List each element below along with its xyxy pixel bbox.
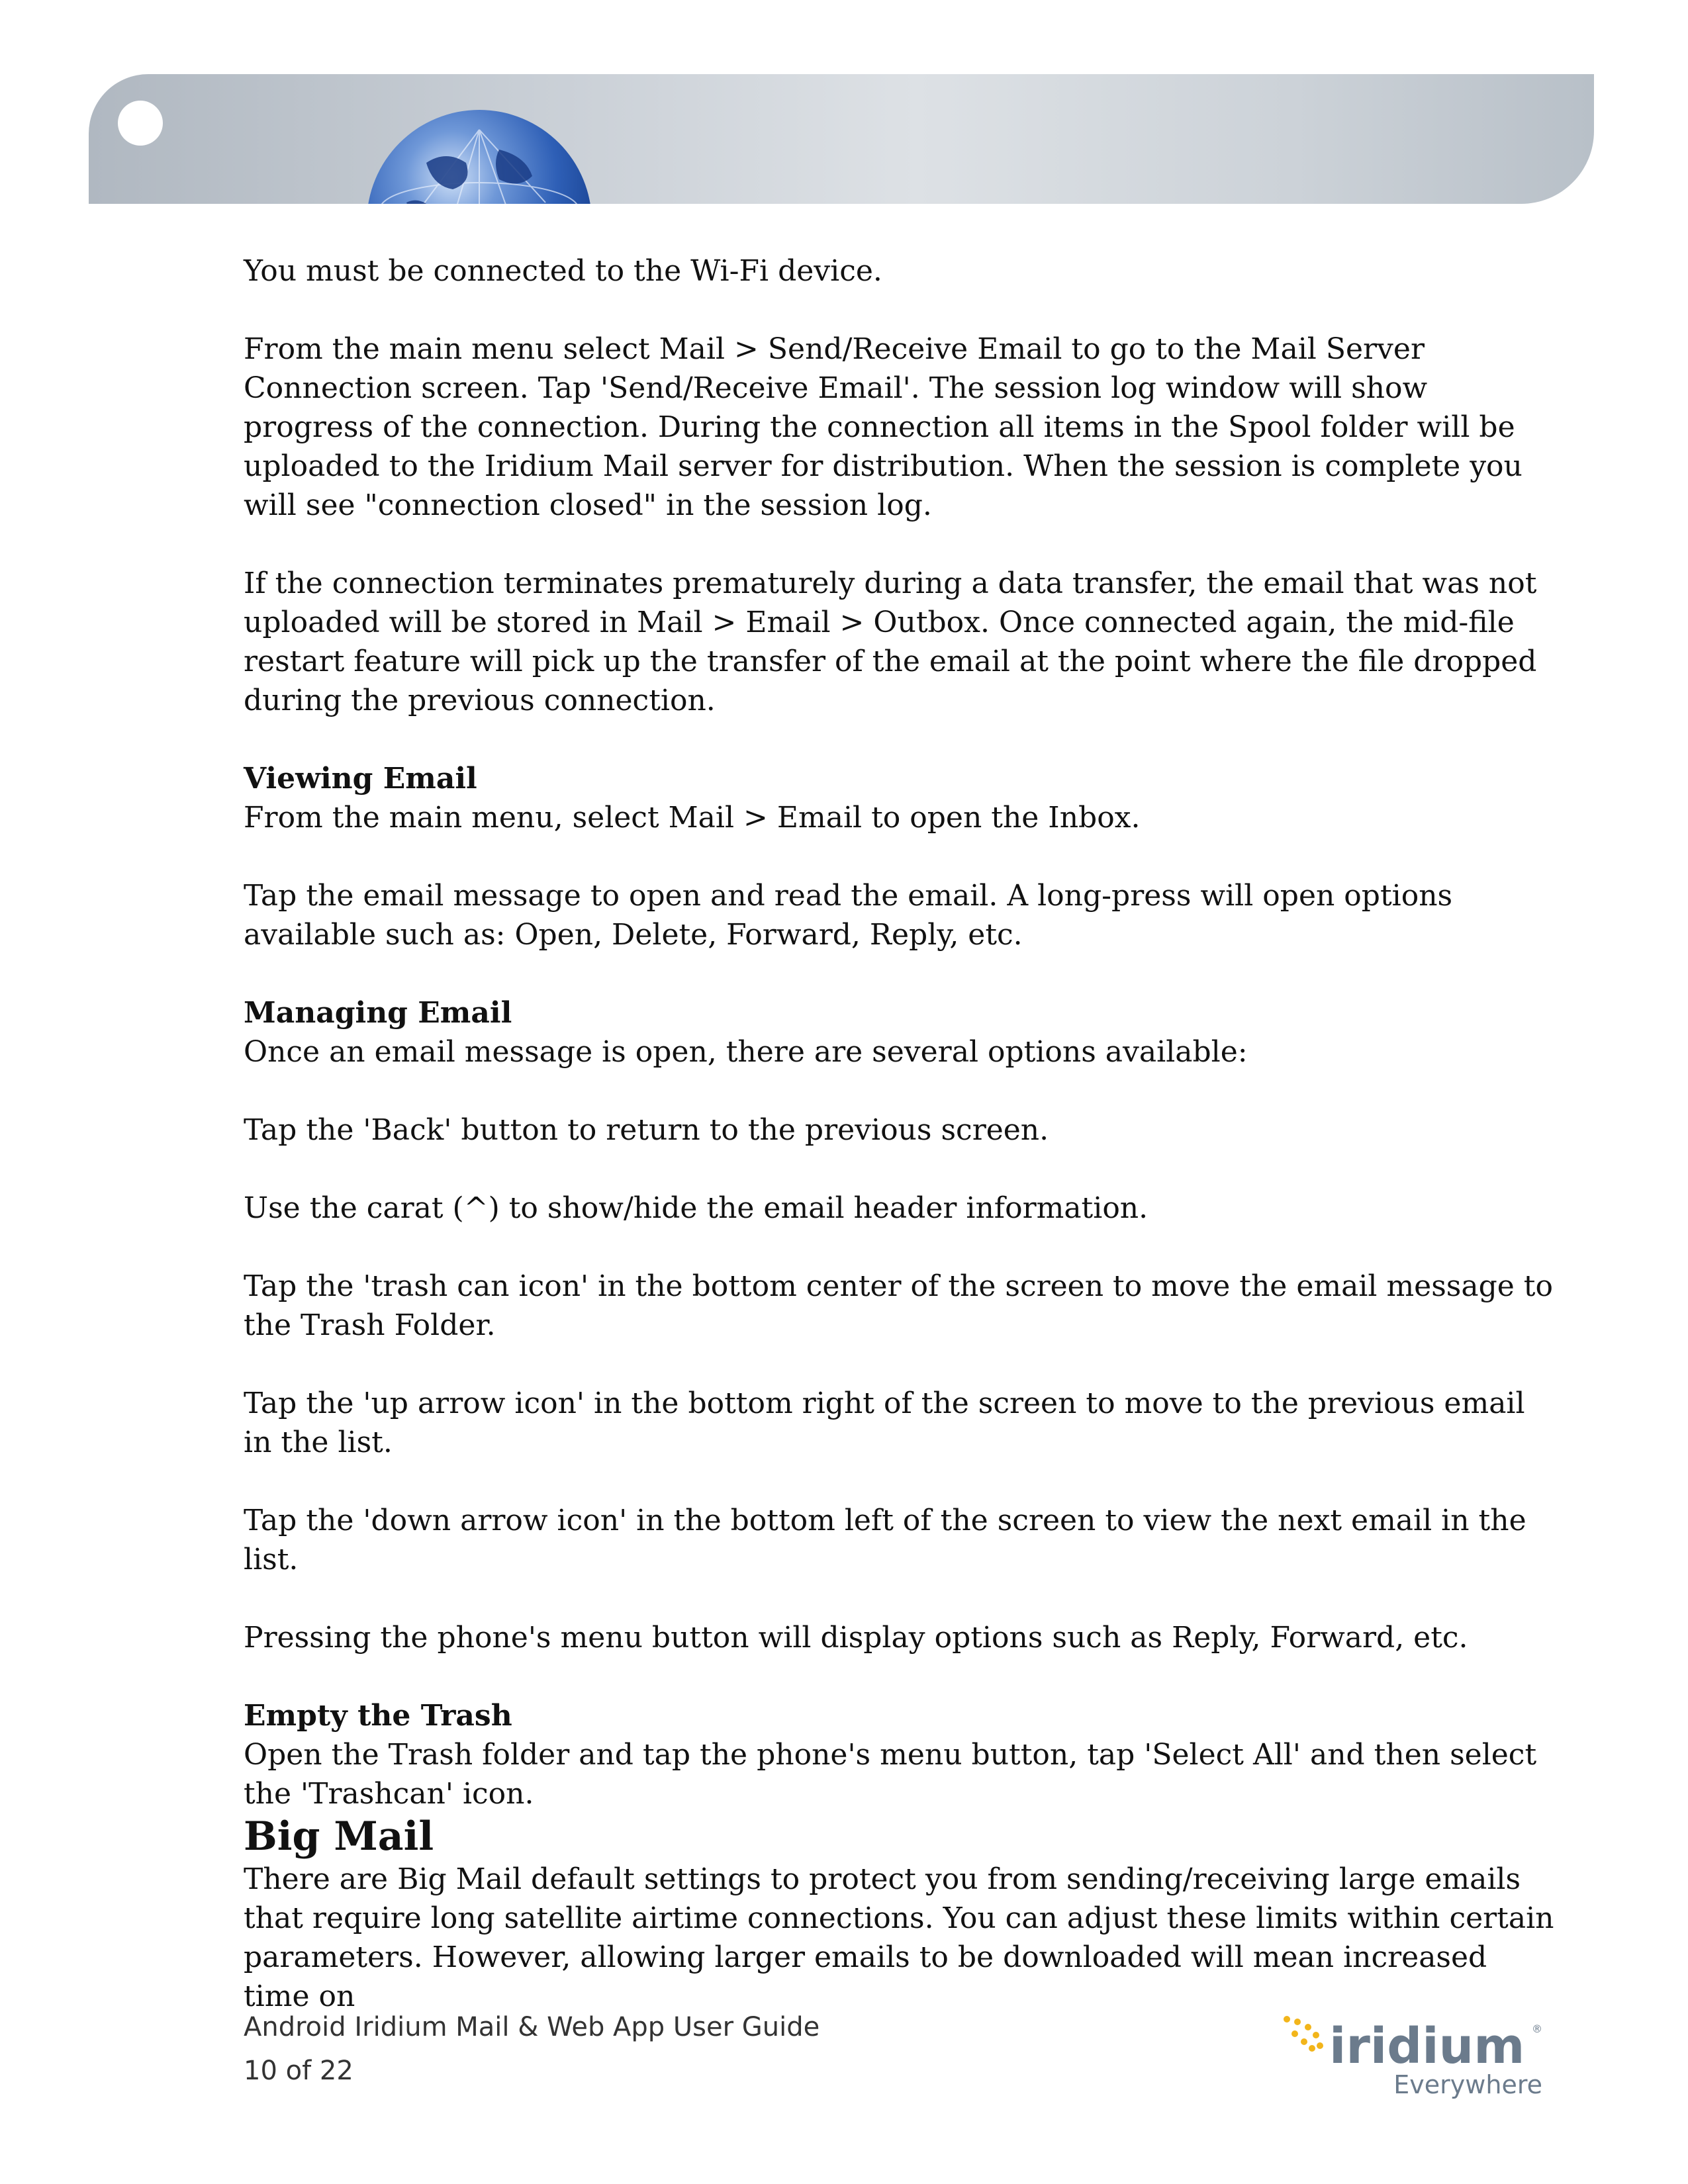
paragraph-trash-icon: Tap the 'trash can icon' in the bottom center of the screen to move the email message to the Trash Folder.: [244, 1269, 1553, 1342]
iridium-logo-mark: [1278, 2002, 1556, 2101]
paragraph-tap-message: Tap the email message to open and read the email. A long-press will open options available such as: Open, Delete, Forward, Reply, etc.: [244, 879, 1453, 952]
paragraph-up-arrow: Tap the 'up arrow icon' in the bottom right of the screen to move to the previous email in the list.: [244, 1387, 1525, 1459]
logo-brand-text: iridium: [1329, 2018, 1525, 2075]
paragraph-options-available: Once an email message is open, there are several options available:: [244, 1035, 1248, 1069]
paragraph-menu-button: Pressing the phone's menu button will display options such as Reply, Forward, etc.: [244, 1621, 1468, 1655]
svg-text:®: ®: [1532, 2023, 1542, 2035]
header-banner: [89, 74, 1594, 204]
globe-image: [367, 110, 592, 204]
globe-grid-lines: [367, 110, 592, 204]
page-content: [244, 251, 1561, 2016]
heading-viewing-email: Viewing Email: [244, 762, 477, 796]
paragraph-wifi: You must be connected to the Wi-Fi device.: [244, 254, 882, 288]
paragraph-down-arrow: Tap the 'down arrow icon' in the bottom left of the screen to view the next email in the list.: [244, 1504, 1526, 1576]
footer-guide-title: Android Iridium Mail & Web App User Guide: [244, 2012, 820, 2042]
footer-page-number: 10 of 22: [244, 2056, 353, 2086]
heading-big-mail: Big Mail: [244, 1813, 434, 1860]
paragraph-back-button: Tap the 'Back' button to return to the previous screen.: [244, 1113, 1049, 1147]
logo-tagline-text: Everywhere: [1393, 2070, 1542, 2099]
paragraph-connection-terminates: If the connection terminates prematurely during a data transfer, the email that was not uploaded will be stored in Mail > Email > Outbox. Once connected again, the mid-file restart feature will pick up the transfer of the email at the point where the file dropped during the previous connection.: [244, 567, 1537, 717]
heading-empty-trash: Empty the Trash: [244, 1699, 512, 1733]
paragraph-carat: Use the carat (^) to show/hide the email header information.: [244, 1191, 1149, 1225]
header-dot: [118, 101, 163, 146]
paragraph-send-receive: From the main menu select Mail > Send/Receive Email to go to the Mail Server Connection screen. Tap 'Send/Receive Email'. The session log window will show progress of the connection. During the connection all items in the Spool folder will be uploaded to the Iridium Mail server for distribution. When the session is complete you will see "connection closed" in the session log.: [244, 332, 1523, 522]
iridium-logo: [1278, 2002, 1556, 2101]
paragraph-big-mail: There are Big Mail default settings to protect you from sending/receiving large emails that require long satellite airtime connections. You can adjust these limits within certain parameters. However, allowing larger emails to be downloaded will mean increased time on: [244, 1862, 1554, 2013]
heading-managing-email: Managing Email: [244, 996, 512, 1030]
paragraph-empty-trash: Open the Trash folder and tap the phone's menu button, tap 'Select All' and then select the 'Trashcan' icon.: [244, 1738, 1537, 1811]
page-footer: [244, 2005, 820, 2093]
paragraph-open-inbox: From the main menu, select Mail > Email to open the Inbox.: [244, 801, 1141, 835]
